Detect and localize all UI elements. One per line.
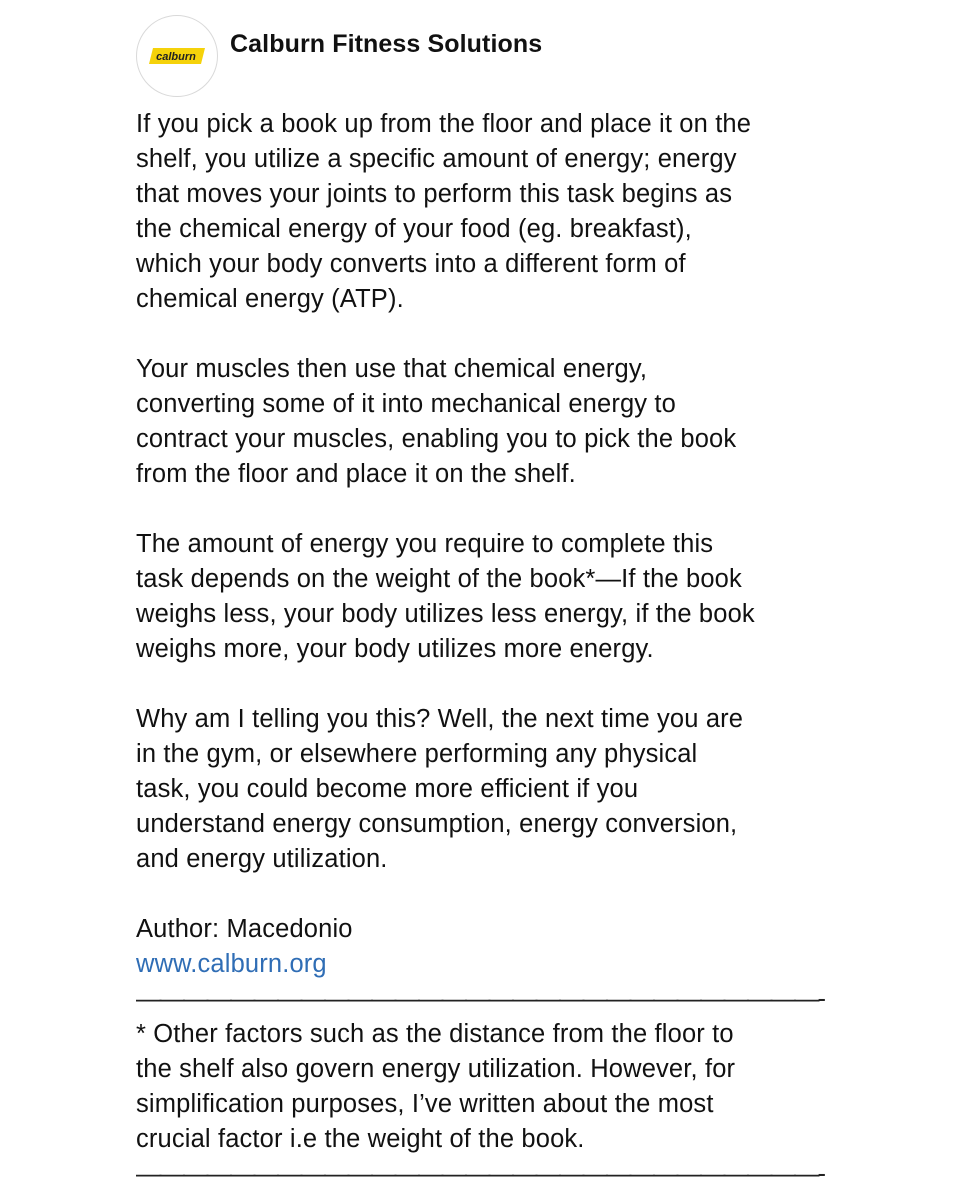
website-link[interactable]: www.calburn.org [136, 950, 327, 978]
paragraph-2: Your muscles then use that chemical energy, converting some of it into mechanical energy to contract your muscles, enabling you to pick the book from the floor and place it on the shelf. [136, 355, 737, 488]
author-line: Author: Macedonio [136, 915, 353, 943]
post-header [136, 14, 543, 98]
account-name[interactable]: Calburn Fitness Solutions [230, 30, 543, 58]
paragraph-1: If you pick a book up from the floor and place it on the shelf, you utilize a specific amount of energy; energy that moves your joints to perform this task begins as the chemical energy of your food (eg. breakfast), which your body converts into a different form of chemical energy (ATP). [136, 110, 752, 313]
footnote: * Other factors such as the distance from the floor to the shelf also govern energy utilization. However, for simplification purposes, I’ve written about the most crucial factor i.e the weight of the book. [136, 1020, 736, 1153]
divider-top: —————————————————————————————- [136, 985, 824, 1013]
avatar-logo-text: calburn [156, 51, 196, 63]
paragraph-4: Why am I telling you this? Well, the next time you are in the gym, or elsewhere performing any physical task, you could become more efficient if you understand energy consumption, energy conversion, and energy utilization. [136, 705, 744, 873]
avatar[interactable] [136, 15, 218, 97]
divider-bottom: —————————————————————————————- [136, 1160, 824, 1188]
post-body [136, 107, 826, 1192]
paragraph-3: The amount of energy you require to complete this task depends on the weight of the book*—If the book weighs less, your body utilizes less energy, if the book weighs more, your body utilizes more energy. [136, 530, 755, 663]
calburn-logo-icon [147, 45, 207, 67]
